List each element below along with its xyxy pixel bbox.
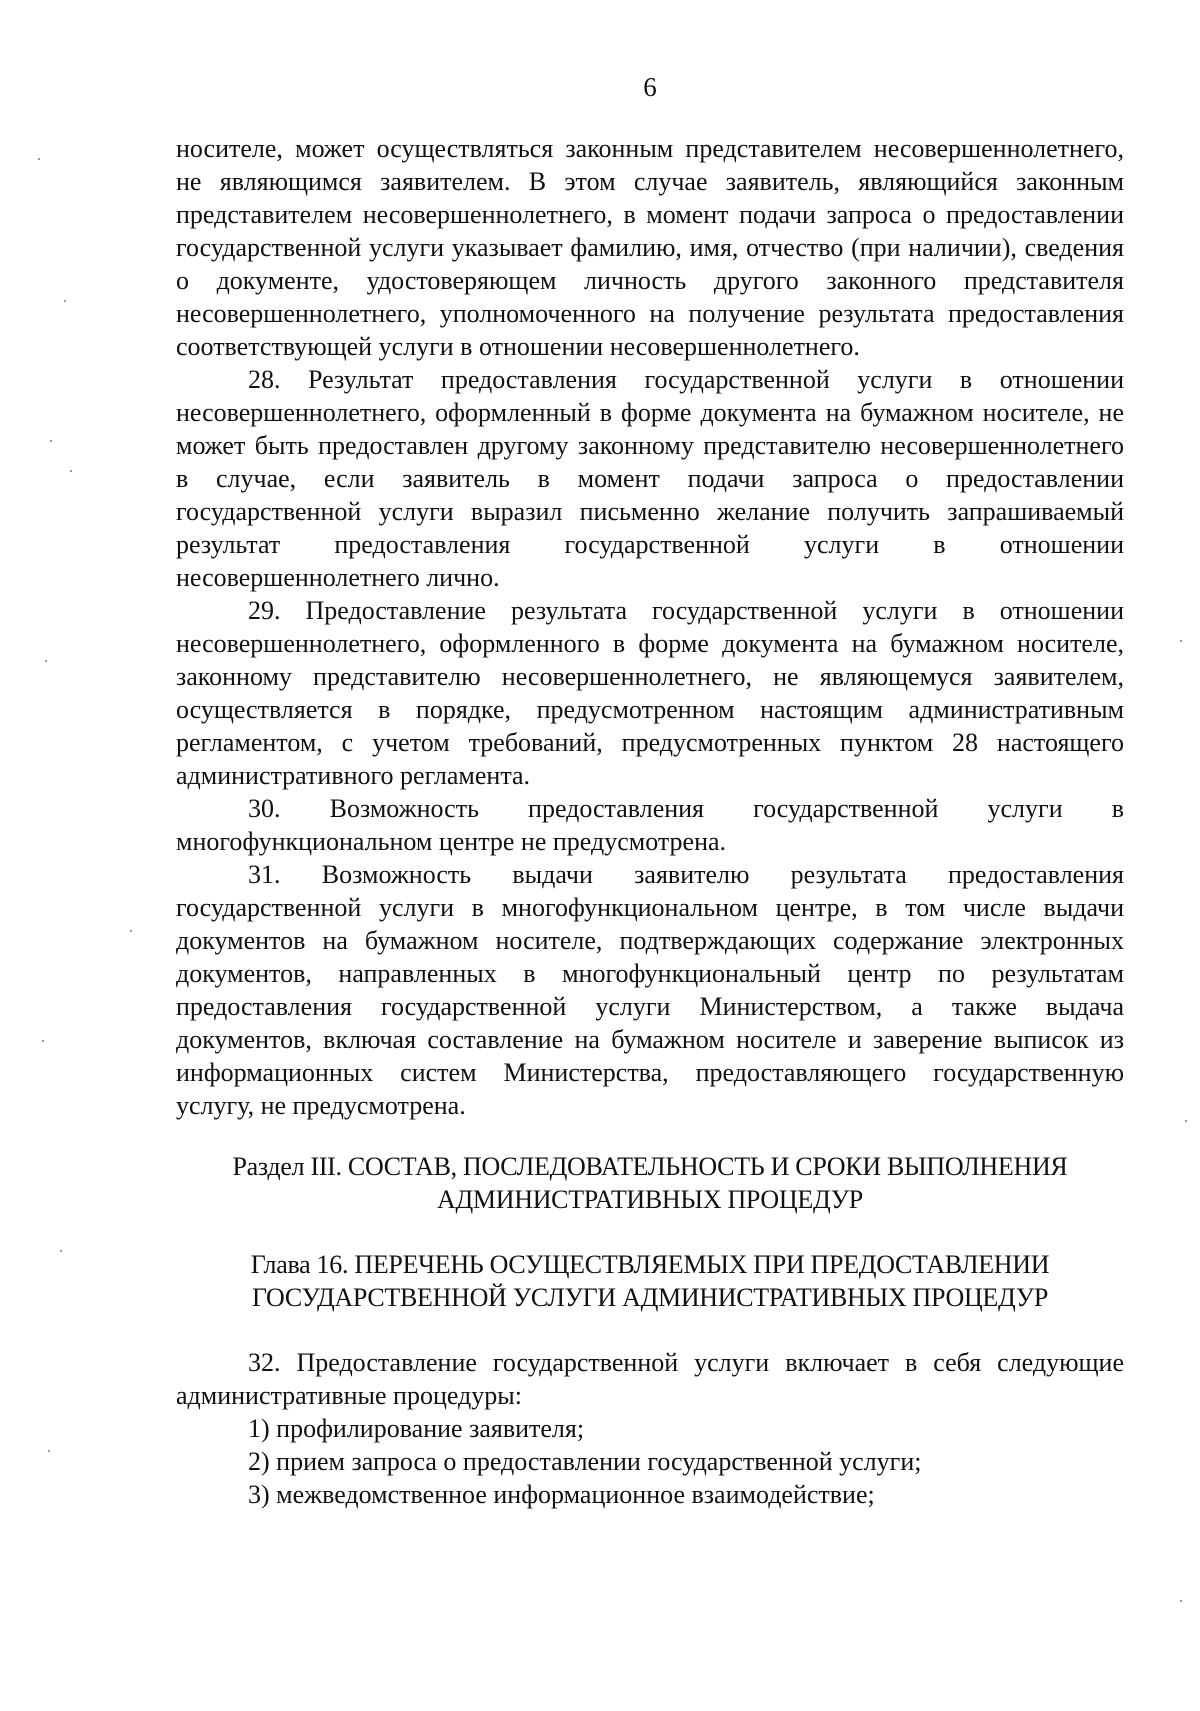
section-heading [176, 1150, 1124, 1216]
paragraph-31: 31. Возможность выдачи заявителю результата предоставления государственной услуги в многофункциональном центре, в том числе выдачи документов на бумажном носителе, подтверждающих содержание электронных документов, направленных в многофункциональный центр по результатам предоставления государственной услуги Министерством, а также выдача документов, включая составление на бумажном носителе и заверение выписок из информационных систем Министерства, предоставляющего государственную услугу, не предусмотрена. [176, 860, 1124, 1120]
list-item: 2) прием запроса о предоставлении государственной услуги; [248, 1447, 922, 1476]
list-item: 3) межведомственное информационное взаимодействие; [248, 1480, 875, 1509]
procedure-list [176, 1412, 1124, 1511]
scan-speck [48, 1450, 50, 1452]
scan-speck [50, 440, 52, 442]
scan-speck [64, 300, 66, 302]
page-number: 6 [643, 72, 657, 102]
scan-speck [70, 470, 72, 472]
section-heading-line-1: Раздел III. СОСТАВ, ПОСЛЕДОВАТЕЛЬНОСТЬ И СРОКИ ВЫПОЛНЕНИЯ [232, 1152, 1068, 1181]
scan-speck [42, 1040, 44, 1042]
scan-speck [38, 158, 40, 160]
scan-speck [1180, 1600, 1182, 1602]
paragraph-28: 28. Результат предоставления государственной услуги в отношении несовершеннолетнего, оформленный в форме документа на бумажном носителе, не может быть предоставлен другому законному представителю несовершеннолетнего в случае, если заявитель в момент подачи запроса о предоставлении государственной услуги выразил письменно желание получить запрашиваемый результат предоставления государственной услуги в отношении несовершеннолетнего лично. [176, 365, 1124, 592]
paragraph-29: 29. Предоставление результата государственной услуги в отношении несовершеннолетнего, оформленного в форме документа на бумажном носителе, законному представителю несовершеннолетнего, не являющемуся заявителем, осуществляется в порядке, предусмотренном настоящим административным регламентом, с учетом требований, предусмотренных пунктом 28 настоящего административного регламента. [176, 596, 1124, 790]
scan-speck [1185, 1120, 1187, 1122]
list-item: 1) профилирование заявителя; [248, 1414, 585, 1443]
scan-speck [45, 660, 47, 662]
chapter-heading [176, 1248, 1124, 1314]
section-heading-line-2: АДМИНИСТРАТИВНЫХ ПРОЦЕДУР [437, 1185, 863, 1214]
paragraph-32: 32. Предоставление государственной услуги включает в себя следующие административные процедуры: [176, 1348, 1124, 1410]
chapter-heading-line-2: ГОСУДАРСТВЕННОЙ УСЛУГИ АДМИНИСТРАТИВНЫХ ПРОЦЕДУР [251, 1283, 1049, 1312]
scan-speck [60, 1250, 62, 1252]
scan-speck [1180, 640, 1182, 642]
paragraph-30: 30. Возможность предоставления государственной услуги в многофункциональном центре не предусмотрена. [176, 794, 1124, 856]
paragraph-continuation: носителе, может осуществляться законным представителем несовершеннолетнего, не являющимся заявителем. В этом случае заявитель, являющийся законным представителем несовершеннолетнего, в момент подачи запроса о предоставлении государственной услуги указывает фамилию, имя, отчество (при наличии), сведения о документе, удостоверяющем личность другого законного представителя несовершеннолетнего, уполномоченного на получение результата предоставления соответствующей услуги в отношении несовершеннолетнего. [176, 134, 1124, 361]
scan-speck [130, 930, 132, 932]
document-body [176, 132, 1124, 1511]
chapter-heading-line-1: Глава 16. ПЕРЕЧЕНЬ ОСУЩЕСТВЛЯЕМЫХ ПРИ ПРЕДОСТАВЛЕНИИ [250, 1250, 1050, 1279]
